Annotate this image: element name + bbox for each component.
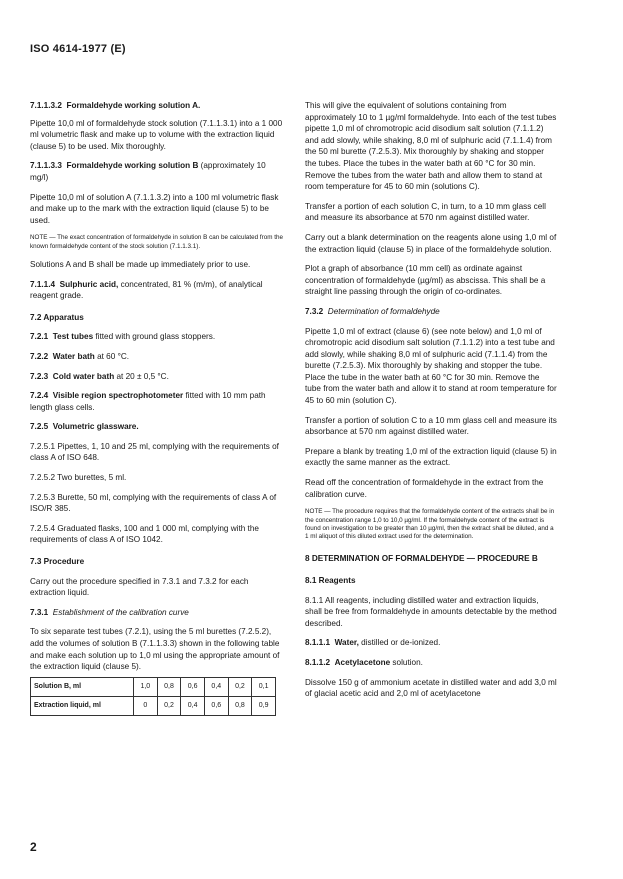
section-heading: 7.3 Procedure bbox=[30, 557, 85, 567]
paragraph: Transfer a portion of each solution C, in turn, to a 10 mm glass cell and measure its absorbance at 570 nm against distilled water. bbox=[305, 201, 546, 223]
paragraph: 7.2.5.1 Pipettes, 1, 10 and 25 ml, complying with the requirements of class A of ISO 648. bbox=[30, 441, 279, 463]
paragraph: Pipette 1,0 ml of extract (clause 6) (see note below) and 1,0 ml of chromotropic acid disodium salt solution (7.1.1.2) into a test tube and add slowly, while shaking 8,0 ml of sulphuric acid (7.1.1.4) from the burette (7.2.5.3). Mix thoroughly by shaking and stopper the tube. Place the tube in the water bath at 60 °C for 30 min. Remove the tube from the water bath and allow it to stand at room temperature for 45 to 60 min (solution C). bbox=[305, 326, 557, 406]
table-cell: 0 bbox=[134, 696, 158, 715]
paragraph: This will give the equivalent of solutions containing from approximately 10 to 1 µg/ml formaldehyde. Into each of the test tubes pipette 1,0 ml of chromotropic acid disodium salt solution (7.1.1.2) and add slowly, while shaking, 8,0 ml of sulphuric acid (7.1.1.4) from the 50 ml burette (7.2.5.3). Mix thoroughly by shaking and stopper the tubes. Place the tubes in the water bath at 60 °C for 30 min. Remove the tubes from the water bath and allow them to stand at room temperature for 45 to 60 min (solutions C). bbox=[305, 101, 557, 192]
heading-7-3-2: 7.3.2 Determination of formaldehyde bbox=[305, 306, 440, 316]
heading-7-1-1-3-2: 7.1.1.3.2 Formaldehyde working solution A. bbox=[30, 101, 201, 110]
paragraph: Carry out the procedure specified in 7.3.1 and 7.3.2 for each extraction liquid. bbox=[30, 576, 249, 598]
paragraph: Pipette 10,0 ml of solution A (7.1.1.3.2) into a 100 ml volumetric flask and make up to the mark with the extraction liquid (clause 5) to be used. bbox=[30, 192, 279, 225]
table-cell: 0,8 bbox=[157, 677, 181, 696]
item-7-2-2: 7.2.2 Water bath at 60 °C. bbox=[30, 351, 130, 361]
paragraph: Carry out a blank determination on the reagents alone using 1,0 ml of the extraction liquid (clause 5) in place of the formaldehyde solution. bbox=[305, 232, 557, 254]
table-row bbox=[31, 677, 276, 696]
section-heading: 8 DETERMINATION OF FORMALDEHYDE — PROCEDURE B bbox=[305, 554, 538, 564]
note: NOTE — The exact concentration of formaldehyde in solution B can be calculated from the known formaldehyde content of the stock solution (7.1.1.3.1). bbox=[30, 234, 283, 250]
item-8-1-1-2: 8.1.1.2 Acetylacetone solution. bbox=[305, 657, 423, 667]
paragraph: 8.1.1 All reagents, including distilled water and extraction liquids, shall be free from formaldehyde in amounts detectable by the method described. bbox=[305, 595, 557, 628]
paragraph: 7.2.5.2 Two burettes, 5 ml. bbox=[30, 473, 127, 483]
paragraph: 7.2.5.4 Graduated flasks, 100 and 1 000 ml, complying with the requirements of class A of ISO 1042. bbox=[30, 523, 259, 545]
table-cell: 0,1 bbox=[252, 677, 276, 696]
paragraph: To six separate test tubes (7.2.1), using the 5 ml burettes (7.2.5.2), add the volumes of solution B (7.1.1.3.3) shown in the following table and make each solution up to 1,0 ml using the appropriate amount of the extraction liquid (clause 5). bbox=[30, 627, 280, 672]
table-cell: 0,8 bbox=[228, 696, 252, 715]
item-7-2-5: 7.2.5 Volumetric glassware. bbox=[30, 422, 139, 432]
document-header: ISO 4614-1977 (E) bbox=[30, 43, 126, 55]
page-number: 2 bbox=[30, 840, 37, 854]
table-cell: 0,4 bbox=[204, 677, 228, 696]
paragraph: Transfer a portion of solution C to a 10 mm glass cell and measure its absorbance at 570 nm against distilled water. bbox=[305, 415, 557, 437]
table-cell: 1,0 bbox=[134, 677, 158, 696]
left-column bbox=[30, 100, 284, 716]
volumes-table bbox=[30, 677, 276, 716]
item-7-2-1: 7.2.1 Test tubes fitted with ground glass stoppers. bbox=[30, 332, 216, 342]
paragraph: Read off the concentration of formaldehyde in the extract from the calibration curve. bbox=[305, 478, 544, 499]
item-7-2-3: 7.2.3 Cold water bath at 20 ± 0,5 °C. bbox=[30, 371, 169, 381]
paragraph: Solutions A and B shall be made up immediately prior to use. bbox=[30, 259, 251, 269]
table-cell: 0,2 bbox=[157, 696, 181, 715]
paragraph: Pipette 10,0 ml of formaldehyde stock solution (7.1.1.3.1) into a 1 000 ml volumetric flask and make up to volume with the extraction liquid (clause 5) to be used. Mix thoroughly. bbox=[30, 118, 283, 151]
paragraph: Dissolve 150 g of ammonium acetate in distilled water and add 3,0 ml of glacial acetic acid and 2,0 ml of acetylacetone bbox=[305, 677, 557, 699]
paragraph: Plot a graph of absorbance (10 mm cell) as ordinate against concentration of formaldehyde (µg/ml) as abscissa. This shall be a straight line passing through the origin of co-ordinates. bbox=[305, 264, 546, 297]
table-cell: 0,4 bbox=[181, 696, 205, 715]
section-heading: 7.2 Apparatus bbox=[30, 312, 84, 322]
table-row-label: Extraction liquid, ml bbox=[31, 696, 134, 715]
table-row bbox=[31, 696, 276, 715]
paragraph: Prepare a blank by treating 1,0 ml of the extraction liquid (clause 5) in exactly the same manner as the extract. bbox=[305, 446, 557, 468]
table-cell: 0,2 bbox=[228, 677, 252, 696]
table-row-label: Solution B, ml bbox=[31, 677, 134, 696]
heading-7-3-1: 7.3.1 Establishment of the calibration curve bbox=[30, 607, 189, 617]
section-heading: 8.1 Reagents bbox=[305, 576, 356, 585]
table-cell: 0,6 bbox=[181, 677, 205, 696]
item-8-1-1-1: 8.1.1.1 Water, distilled or de-ionized. bbox=[305, 638, 441, 648]
heading-7-1-1-3-3: 7.1.1.3.3 Formaldehyde working solution B (approximately 10 mg/l) bbox=[30, 161, 266, 182]
table-cell: 0,6 bbox=[204, 696, 228, 715]
table-cell: 0,9 bbox=[252, 696, 276, 715]
item-7-2-4: 7.2.4 Visible region spectrophotometer fitted with 10 mm path length glass cells. bbox=[30, 391, 266, 412]
heading-7-1-1-4: 7.1.1.4 Sulphuric acid, concentrated, 81 % (m/m), of analytical reagent grade. bbox=[30, 279, 263, 301]
paragraph: 7.2.5.3 Burette, 50 ml, complying with the requirements of class A of ISO/R 385. bbox=[30, 492, 277, 514]
right-column bbox=[305, 100, 557, 708]
note: NOTE — The procedure requires that the formaldehyde content of the extracts shall be in the concentration range 1,0 to 10,0 µg/ml. If the formaldehyde content of the extract is found on investigation to be greater than 10 µg/ml, then the extract shall be diluted, and a 1 ml aliquot of this diluted extract used for the determination. bbox=[305, 508, 555, 541]
